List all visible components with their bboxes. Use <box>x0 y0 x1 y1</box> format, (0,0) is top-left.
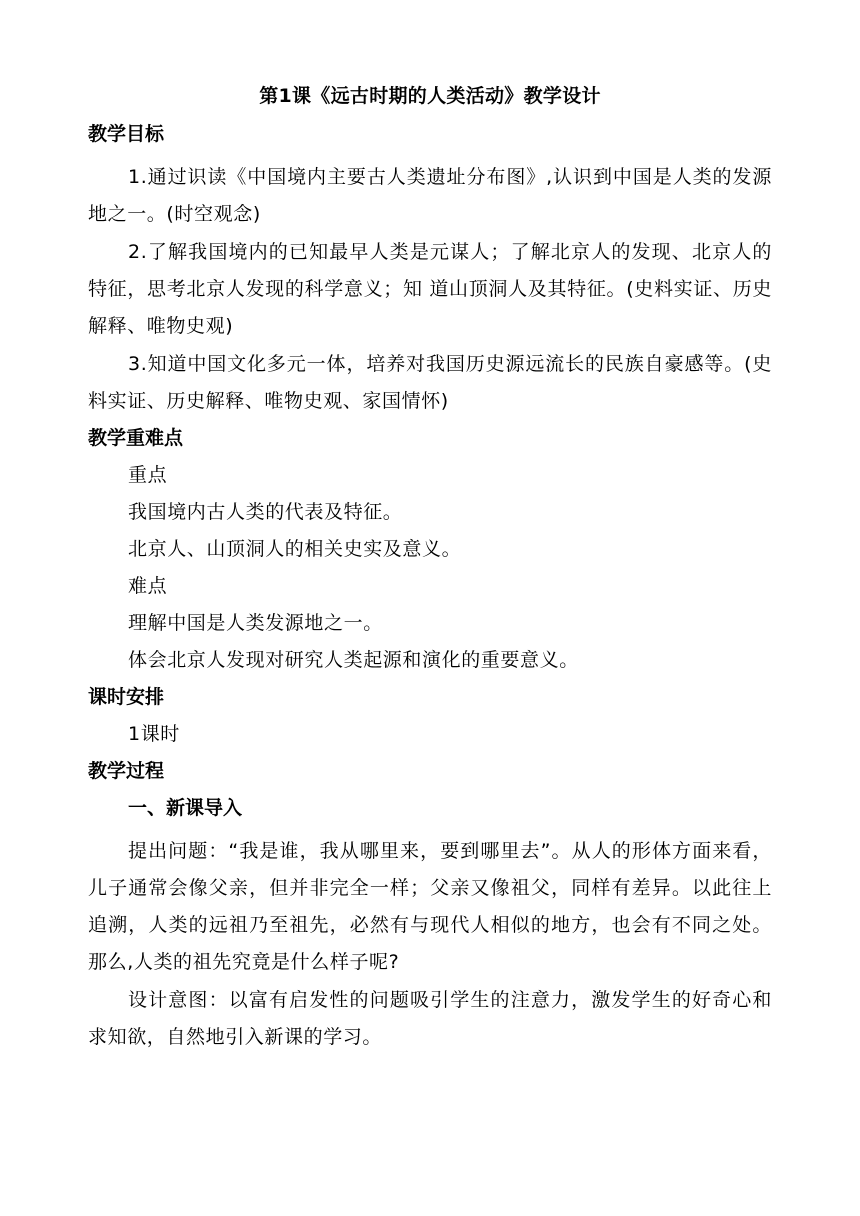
section-heading-key-points: 教学重难点 <box>88 427 184 449</box>
focus-item-2: 北京人、山顶洞人的相关史实及意义。 <box>128 538 462 560</box>
document-title: 第1课《远古时期的人类活动》教学设计 <box>259 85 601 107</box>
objective-item-2: 2.了解我国境内的已知最早人类是元谋人；了解北京人的发现、北京人的特征，思考北京人发现的科学意义；知 道山顶洞人及其特征。(史料实证、历史解释、唯物史观) <box>88 241 772 337</box>
process-step-1-title: 一、新课导入 <box>128 797 243 819</box>
section-heading-objectives: 教学目标 <box>88 123 165 145</box>
objective-item-3: 3.知道中国文化多元一体，培养对我国历史源远流长的民族自豪感等。(史料实证、历史解释、唯物史观、家国情怀) <box>88 353 772 412</box>
focus-item-1: 我国境内古人类的代表及特征。 <box>128 501 403 523</box>
section-heading-process: 教学过程 <box>88 760 165 782</box>
difficulty-item-1: 理解中国是人类发源地之一。 <box>128 612 383 634</box>
focus-label: 重点 <box>128 464 168 486</box>
difficulty-label: 难点 <box>128 575 168 597</box>
schedule-value: 1课时 <box>128 723 180 745</box>
section-heading-schedule: 课时安排 <box>88 686 165 708</box>
difficulty-item-2: 体会北京人发现对研究人类起源和演化的重要意义。 <box>128 649 579 671</box>
objective-item-1: 1.通过识读《中国境内主要古人类遗址分布图》,认识到中国是人类的发源地之一。(时空观念) <box>88 166 772 225</box>
process-step-1-text: 提出问题：“我是谁，我从哪里来，要到哪里去”。从人的形体方面来看，儿子通常会像父亲，但并非完全一样；父亲又像祖父，同样有差异。以此往上追溯，人类的远祖乃至祖先，必然有与现代人相似的地方，也会有不同之处。 那么,人类的祖先究竟是什么样子呢? <box>88 840 772 973</box>
process-step-1-intent: 设计意图：以富有启发性的问题吸引学生的注意力，激发学生的好奇心和求知欲，自然地引入新课的学习。 <box>88 989 772 1048</box>
